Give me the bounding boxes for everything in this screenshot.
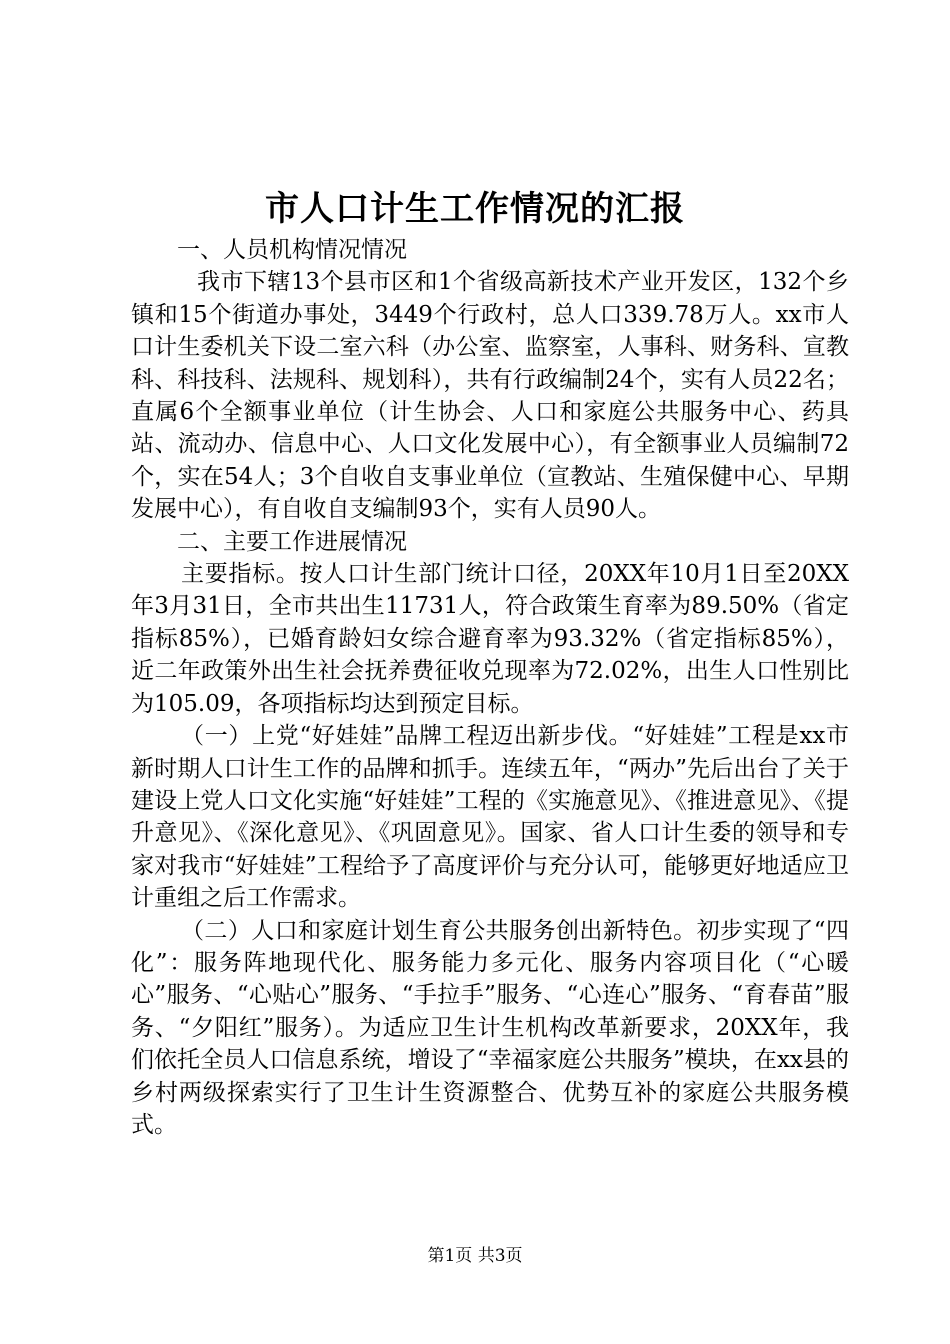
paragraph-main-indicators: 主要指标。按人口计生部门统计口径，20XX年10月1日至20XX年3月31日，全市共出生11731人，符合政策生育率为89.50%（省定指标85%），已婚育龄妇女综合避育率为93.32%（省定指标85%），近二年政策外出生社会抚养费征收兑现率为72.02%，出生人口性别比为105.09，各项指标均达到预定目标。 bbox=[131, 561, 849, 717]
paragraph-public-service: （二）人口和家庭计划生育公共服务创出新特色。初步实现了“四化”：服务阵地现代化、服务能力多元化、服务内容项目化（“心暖心”服务、“心贴心”服务、“手拉手”服务、“心连心”服务、“育春苗”服务、“夕阳红”服务）。为适应卫生计生机构改革新要求，20XX年，我们依托全员人口信息系统，增设了“幸福家庭公共服务”模块，在xx县的乡村两级探索实行了卫生计生资源整合、优势互补的家庭公共服务模式。 bbox=[131, 917, 849, 1138]
document-title: 市人口计生工作情况的汇报 bbox=[265, 189, 685, 229]
page-number-footer: 第1页 共3页 bbox=[427, 1246, 523, 1266]
document-body bbox=[131, 234, 849, 1141]
section-heading-progress: 二、主要工作进展情况 bbox=[177, 528, 407, 555]
paragraph-personnel: 我市下辖13个县市区和1个省级高新技术产业开发区，132个乡镇和15个街道办事处，3449个行政村，总人口339.78万人。xx市人口计生委机关下设二室六科（办公室、监察室，人事科、财务科、宣教科、科技科、法规科、规划科），共有行政编制24个，实有人员22名；直属6个全额事业单位（计生协会、人口和家庭公共服务中心、药具站、流动办、信息中心、人口文化发展中心），有全额事业人员编制72个，实在54人；3个自收自支事业单位（宣教站、生殖保健中心、早期发展中心），有自收自支编制93个，实有人员90人。 bbox=[131, 269, 849, 523]
paragraph-good-baby-project: （一）上党“好娃娃”品牌工程迈出新步伐。“好娃娃”工程是xx市新时期人口计生工作的品牌和抓手。连续五年，“两办”先后出台了关于建设上党人口文化实施“好娃娃”工程的《实施意见》、《推进意见》、《提升意见》、《深化意见》、《巩固意见》。国家、省人口计生委的领导和专家对我市“好娃娃”工程给予了高度评价与充分认可，能够更好地适应卫计重组之后工作需求。 bbox=[131, 723, 849, 912]
section-heading-personnel: 一、人员机构情况情况 bbox=[177, 237, 407, 263]
